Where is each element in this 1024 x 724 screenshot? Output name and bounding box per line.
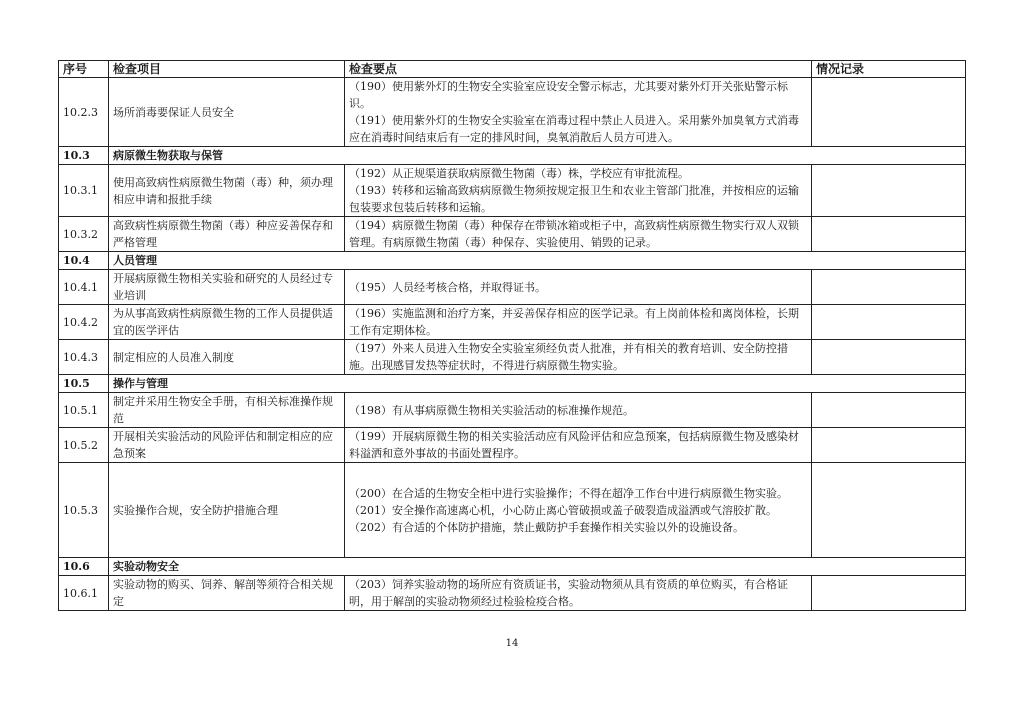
row-record-cell[interactable] — [812, 428, 966, 463]
table-row — [59, 305, 966, 340]
check-point: （202）有合适的个体防护措施，禁止戴防护手套操作相关实验以外的设施设备。 — [349, 520, 744, 534]
section-title: 病原微生物获取与保管 — [109, 147, 966, 165]
row-number: 10.6.1 — [59, 576, 109, 611]
row-item: 场所消毒要保证人员安全 — [109, 78, 345, 147]
row-number: 10.4.1 — [59, 270, 109, 305]
row-item: 制定相应的人员准入制度 — [109, 340, 345, 375]
row-item: 制定并采用生物安全手册，有相关标准操作规范 — [109, 393, 345, 428]
check-point: （194）病原微生物菌（毒）种保存在带锁冰箱或柜子中，高致病性病原微生物实行双人双锁管理。有病原微生物菌（毒）种保存、实验使用、销毁的记录。 — [349, 219, 799, 249]
table-row — [59, 463, 966, 558]
row-item: 开展病原微生物相关实验和研究的人员经过专业培训 — [109, 270, 345, 305]
header-inspection-item: 检查项目 — [109, 61, 345, 78]
check-point: （193）转移和运输高致病病原微生物须按规定报卫生和农业主管部门批准，并按相应的运输包装要求包装后转移和运输。 — [349, 184, 799, 214]
row-record-cell[interactable] — [812, 165, 966, 217]
row-points — [345, 217, 812, 252]
row-points — [345, 576, 812, 611]
section-title: 实验动物安全 — [109, 558, 966, 576]
table-row — [59, 270, 966, 305]
row-record-cell[interactable] — [812, 217, 966, 252]
row-record-cell[interactable] — [812, 78, 966, 147]
check-point: （199）开展病原微生物的相关实验活动应有风险评估和应急预案，包括病原微生物及感染材料溢洒和意外事故的书面处置程序。 — [349, 430, 799, 460]
check-point: （195）人员经考核合格，并取得证书。 — [349, 280, 546, 294]
table-body — [59, 78, 966, 611]
check-point: （190）使用紫外灯的生物安全实验室应设安全警示标志，尤其要对紫外灯开关张贴警示标识。 — [349, 80, 788, 110]
row-item: 使用高致病性病原微生物菌（毒）种，须办理相应申请和报批手续 — [109, 165, 345, 217]
row-record-cell[interactable] — [812, 576, 966, 611]
row-points — [345, 78, 812, 147]
row-points — [345, 165, 812, 217]
section-row — [59, 252, 966, 270]
row-number: 10.5.2 — [59, 428, 109, 463]
section-title: 操作与管理 — [109, 375, 966, 393]
check-point: （196）实施监测和治疗方案，并妥善保存相应的医学记录。有上岗前体检和离岗体检，长期工作有定期体检。 — [349, 307, 799, 337]
section-title: 人员管理 — [109, 252, 966, 270]
row-number: 10.2.3 — [59, 78, 109, 147]
section-row — [59, 147, 966, 165]
check-point: （197）外来人员进入生物安全实验室须经负责人批准，并有相关的教育培训、安全防控措施。出现感冒发热等症状时，不得进行病原微生物实验。 — [349, 342, 788, 372]
section-number: 10.3 — [59, 147, 109, 165]
row-number: 10.4.2 — [59, 305, 109, 340]
table-row — [59, 165, 966, 217]
header-situation-record: 情况记录 — [812, 61, 966, 78]
row-record-cell[interactable] — [812, 340, 966, 375]
check-point: （191）使用紫外灯的生物安全实验室在消毒过程中禁止人员进入。采用紫外加臭氧方式消毒应在消毒时间结束后有一定的排风时间，臭氧消散后人员方可进入。 — [349, 114, 799, 144]
header-inspection-points: 检查要点 — [345, 61, 812, 78]
check-point: （192）从正规渠道获取病原微生物菌（毒）株，学校应有审批流程。 — [349, 167, 689, 180]
row-number: 10.5.1 — [59, 393, 109, 428]
table-row — [59, 576, 966, 611]
table-row — [59, 217, 966, 252]
row-number: 10.4.3 — [59, 340, 109, 375]
row-record-cell[interactable] — [812, 270, 966, 305]
check-point: （200）在合适的生物安全柜中进行实验操作；不得在超净工作台中进行病原微生物实验。 — [349, 486, 788, 500]
table-header-row — [59, 61, 966, 78]
check-point: （203）饲养实验动物的场所应有资质证书，实验动物须从具有资质的单位购买，有合格证明，用于解剖的实验动物须经过检验检疫合格。 — [349, 578, 788, 608]
row-item: 高致病性病原微生物菌（毒）种应妥善保存和严格管理 — [109, 217, 345, 252]
row-record-cell[interactable] — [812, 393, 966, 428]
row-item: 为从事高致病性病原微生物的工作人员提供适宜的医学评估 — [109, 305, 345, 340]
row-record-cell[interactable] — [812, 463, 966, 558]
section-number: 10.4 — [59, 252, 109, 270]
section-number: 10.5 — [59, 375, 109, 393]
row-number: 10.3.1 — [59, 165, 109, 217]
section-number: 10.6 — [59, 558, 109, 576]
check-point: （198）有从事病原微生物相关实验活动的标准操作规范。 — [349, 403, 634, 417]
inspection-checklist-table — [58, 60, 966, 611]
table-row — [59, 428, 966, 463]
row-points — [345, 270, 812, 305]
row-number: 10.5.3 — [59, 463, 109, 558]
row-points — [345, 305, 812, 340]
row-points — [345, 428, 812, 463]
row-points — [345, 340, 812, 375]
row-points — [345, 393, 812, 428]
row-record-cell[interactable] — [812, 305, 966, 340]
row-item: 实验操作合规，安全防护措施合理 — [109, 463, 345, 558]
row-item: 实验动物的购买、饲养、解剖等须符合相关规定 — [109, 576, 345, 611]
row-item: 开展相关实验活动的风险评估和制定相应的应急预案 — [109, 428, 345, 463]
section-row — [59, 375, 966, 393]
table-row — [59, 340, 966, 375]
header-serial-number: 序号 — [59, 61, 109, 78]
row-points — [345, 463, 812, 558]
table-row — [59, 393, 966, 428]
page-number: 14 — [505, 638, 519, 649]
section-row — [59, 558, 966, 576]
row-number: 10.3.2 — [59, 217, 109, 252]
table-row — [59, 78, 966, 147]
check-point: （201）安全操作高速离心机，小心防止离心管破损或盖子破裂造成溢洒或气溶胶扩散。 — [349, 503, 777, 517]
